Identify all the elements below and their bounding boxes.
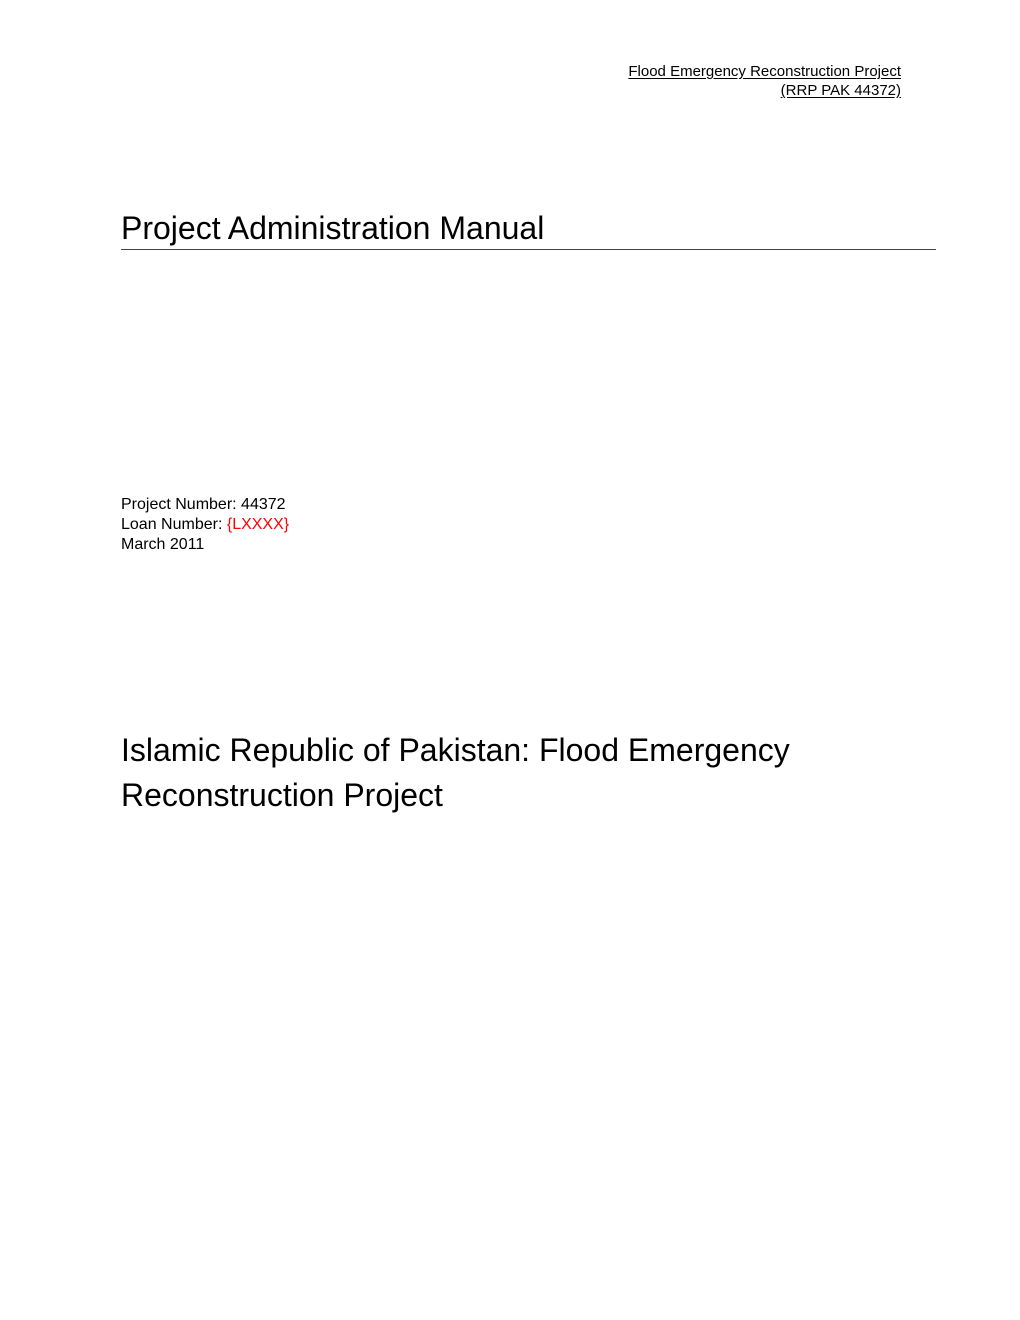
header-project-name: Flood Emergency Reconstruction Project bbox=[628, 63, 901, 80]
loan-number-label: Loan Number: bbox=[121, 516, 227, 533]
document-title: Project Administration Manual bbox=[121, 208, 936, 250]
document-date: March 2011 bbox=[121, 536, 205, 553]
project-number-label: Project Number: bbox=[121, 496, 242, 513]
project-subject bbox=[121, 728, 881, 818]
project-number-line bbox=[121, 495, 289, 515]
subject-line-1: Islamic Republic of Pakistan: Flood Emergency bbox=[121, 732, 790, 768]
project-number-value: 44372 bbox=[241, 496, 286, 513]
loan-number-value: {LXXXX} bbox=[226, 516, 290, 533]
header-rrp-reference: (RRP PAK 44372) bbox=[780, 82, 901, 99]
subject-line-2: Reconstruction Project bbox=[121, 777, 443, 813]
loan-number-line bbox=[121, 515, 289, 535]
project-metadata bbox=[121, 495, 289, 555]
header-reference bbox=[628, 62, 901, 100]
